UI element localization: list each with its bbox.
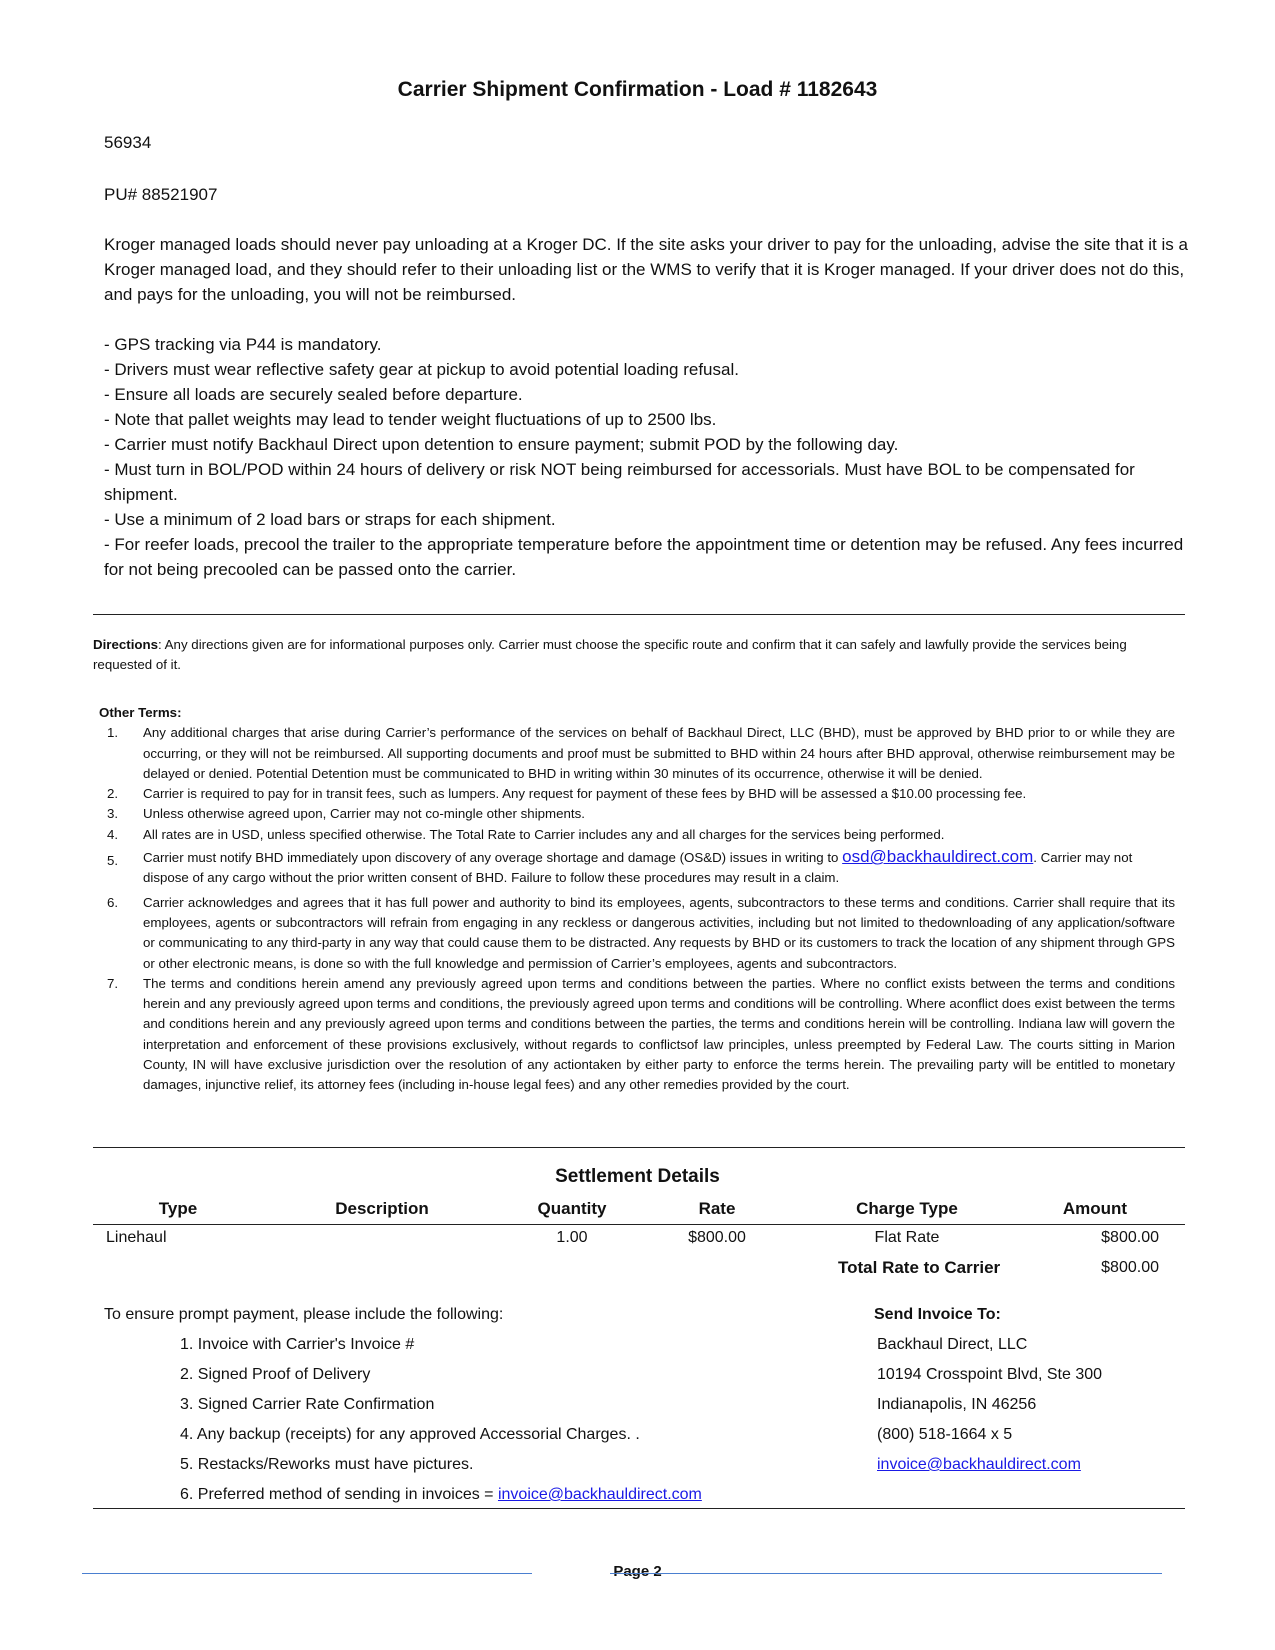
col-header-label: Description — [335, 1199, 429, 1218]
total-amount: $800.00 — [1101, 1259, 1159, 1276]
term-text: Unless otherwise agreed upon, Carrier may not co-mingle other shipments. — [143, 806, 585, 822]
invoice-to-email-link[interactable]: invoice@backhauldirect.com — [877, 1456, 1081, 1473]
payment-items — [180, 1330, 702, 1510]
total-label: Total Rate to Carrier — [838, 1258, 1001, 1277]
col-header-label: Quantity — [537, 1199, 607, 1218]
invoice-phone: (800) 518-1664 x 5 — [877, 1426, 1013, 1443]
term-number: 7. — [107, 975, 119, 991]
page-number: Page 2 — [613, 1563, 662, 1580]
term-text: Carrier acknowledges and agrees that it has full power and authority to bind its employees, agents, subcontractors to these terms and conditions. Carrier shall require that its employees, agents or subcontractors will refrain from engaging in any reckless or dangerous activities, including but not limited to thedownloading of any application/software or communicating to any third-party in any way that could cause them to be distracted. Any requests by BHD or its customers to track the location of any shipment through GPS or other electronic means, is done so with the full knowledge and permission of Carrier’s employees, agents and subcontractors. — [143, 894, 1175, 971]
term-number: 4. — [107, 826, 119, 842]
term-text: The terms and conditions herein amend any previously agreed upon terms and conditions between the parties. Where no conflict exists between the terms and conditions herein and any previously agreed upon terms and conditions, the previously agreed upon terms and conditions will be controlling. Where aconflict does exist between the terms and conditions herein and any previously agreed upon terms and conditions between the parties, the terms and conditions herein will be controlling. Indiana law will govern the interpretation and enforcement of these provisions exclusively, without regards to conflictsof law principles, unless preempted by Federal Law. The courts sitting in Marion County, IN will have exclusive jurisdiction over the resolution of any actiontaken by either party to enforce the terms herein. The prevailing party will be entitled to monetary damages, injunctive relief, its attorney fees (including in-house legal fees) and any other remedies provided by the court. — [143, 975, 1175, 1093]
other-terms — [97, 703, 1175, 1096]
payment-item: 2. Signed Proof of Delivery — [180, 1366, 371, 1383]
invoice-address-line1: 10194 Crosspoint Blvd, Ste 300 — [877, 1366, 1103, 1383]
section-divider — [93, 1508, 1185, 1509]
reference-number: 56934 — [104, 133, 152, 152]
term-text: Any additional charges that arise during Carrier’s performance of the services on behalf of Backhaul Direct, LLC (BHD), must be approved by BHD prior to or while they are occurring, or they will not be reimbursed. All supporting documents and proof must be submitted to BHD within 24 hours after BHD approval, otherwise reimbursement may be delayed or denied. Potential Detention must be communicated to BHD in writing within 30 minutes of its occurrence, otherwise it will be denied. — [143, 725, 1175, 781]
payment-item-text: 6. Preferred method of sending in invoices = — [180, 1486, 498, 1503]
term-text: . Carrier may not dispose of any cargo without the prior written consent of BHD. Failure to follow these procedures may result in a claim. — [143, 850, 1133, 886]
row-quantity-value: 1.00 — [556, 1229, 588, 1246]
term-number: 1. — [107, 725, 119, 741]
col-header-label: Type — [158, 1199, 198, 1218]
term-item — [97, 804, 1175, 824]
row-type: Linehaul — [106, 1229, 167, 1246]
other-terms-heading: Other Terms: — [99, 705, 182, 720]
invoice-address-line2: Indianapolis, IN 46256 — [877, 1396, 1037, 1413]
term-item — [97, 723, 1175, 784]
term-item — [97, 974, 1175, 1096]
invoice-to-address — [877, 1330, 1102, 1480]
requirement-item: - Ensure all loads are securely sealed before departure. — [104, 385, 523, 404]
pickup-number: PU# 88521907 — [104, 185, 218, 204]
invoice-email-link[interactable]: invoice@backhauldirect.com — [497, 1486, 702, 1503]
payment-item: 1. Invoice with Carrier's Invoice # — [180, 1336, 415, 1353]
term-text: Carrier is required to pay for in transit fees, such as lumpers. Any request for payment of these fees by BHD will be assessed a $10.00 processing fee. — [143, 786, 1027, 802]
term-item — [97, 847, 1175, 889]
requirement-item: - Must turn in BOL/POD within 24 hours of delivery or risk NOT being reimbursed for accessorials. Must have BOL to be compensated for shipment. — [104, 460, 1135, 504]
term-text: Carrier must notify BHD immediately upon discovery of any overage shortage and damage (OS&D) issues in writing to — [143, 850, 843, 866]
directions — [93, 635, 1183, 676]
requirement-item: - Note that pallet weights may lead to tender weight fluctuations of up to 2500 lbs. — [104, 410, 717, 429]
requirement-item: - For reefer loads, precool the trailer to the appropriate temperature before the appointment time or detention may be refused. Any fees incurred for not being precooled can be passed onto the carrier. — [104, 535, 1184, 579]
requirement-item: - Drivers must wear reflective safety gear at pickup to avoid potential loading refusal. — [104, 360, 739, 379]
payment-intro: To ensure prompt payment, please include the following: — [104, 1306, 504, 1323]
requirement-item: - GPS tracking via P44 is mandatory. — [104, 335, 382, 354]
term-text: All rates are in USD, unless specified otherwise. The Total Rate to Carrier includes any and all charges for the services being performed. — [143, 826, 945, 842]
section-divider — [93, 1147, 1185, 1148]
payment-item — [180, 1480, 702, 1510]
page-title: Carrier Shipment Confirmation - Load # 1182643 — [397, 78, 878, 101]
term-item — [97, 784, 1175, 804]
requirements-list — [104, 332, 1184, 582]
term-number: 2. — [107, 786, 119, 802]
row-rate-value: $800.00 — [688, 1229, 746, 1246]
requirement-item: - Carrier must notify Backhaul Direct upon detention to ensure payment; submit POD by the following day. — [104, 435, 899, 454]
payment-item: 5. Restacks/Reworks must have pictures. — [180, 1456, 474, 1473]
settlement-title: Settlement Details — [555, 1166, 720, 1187]
term-item — [97, 825, 1175, 845]
col-header-label: Rate — [698, 1199, 736, 1218]
term-item — [97, 893, 1175, 974]
invoice-company: Backhaul Direct, LLC — [877, 1336, 1028, 1353]
osd-email-link[interactable]: osd@backhauldirect.com — [842, 847, 1034, 867]
term-number: 5. — [107, 853, 119, 869]
section-divider — [93, 614, 1185, 615]
footer-rule-right — [610, 1573, 1162, 1574]
payment-item: 3. Signed Carrier Rate Confirmation — [180, 1396, 435, 1413]
table-header-divider — [93, 1224, 1185, 1225]
kroger-notice: Kroger managed loads should never pay unloading at a Kroger DC. If the site asks your driver to pay for the unloading, advise the site that it is a Kroger managed load, and they should refer to their unloading list or the WMS to verify that it is Kroger managed. If your driver does not do this, and pays for the unloading, you will not be reimbursed. — [104, 235, 1188, 304]
requirement-item: - Use a minimum of 2 load bars or straps for each shipment. — [104, 510, 556, 529]
col-header-label: Amount — [1062, 1199, 1128, 1218]
row-charge-type-value: Flat Rate — [874, 1229, 940, 1246]
invoice-to-heading: Send Invoice To: — [874, 1306, 1001, 1323]
row-amount: $800.00 — [1101, 1229, 1159, 1246]
term-number: 6. — [107, 894, 119, 910]
payment-item: 4. Any backup (receipts) for any approved Accessorial Charges. . — [180, 1426, 640, 1443]
directions-label: Directions — [93, 637, 159, 652]
term-number: 3. — [107, 806, 119, 822]
directions-text: : Any directions given are for informational purposes only. Carrier must choose the specific route and confirm that it can safely and lawfully provide the services being requested of it. — [93, 637, 1127, 673]
col-header-label: Charge Type — [856, 1199, 958, 1218]
